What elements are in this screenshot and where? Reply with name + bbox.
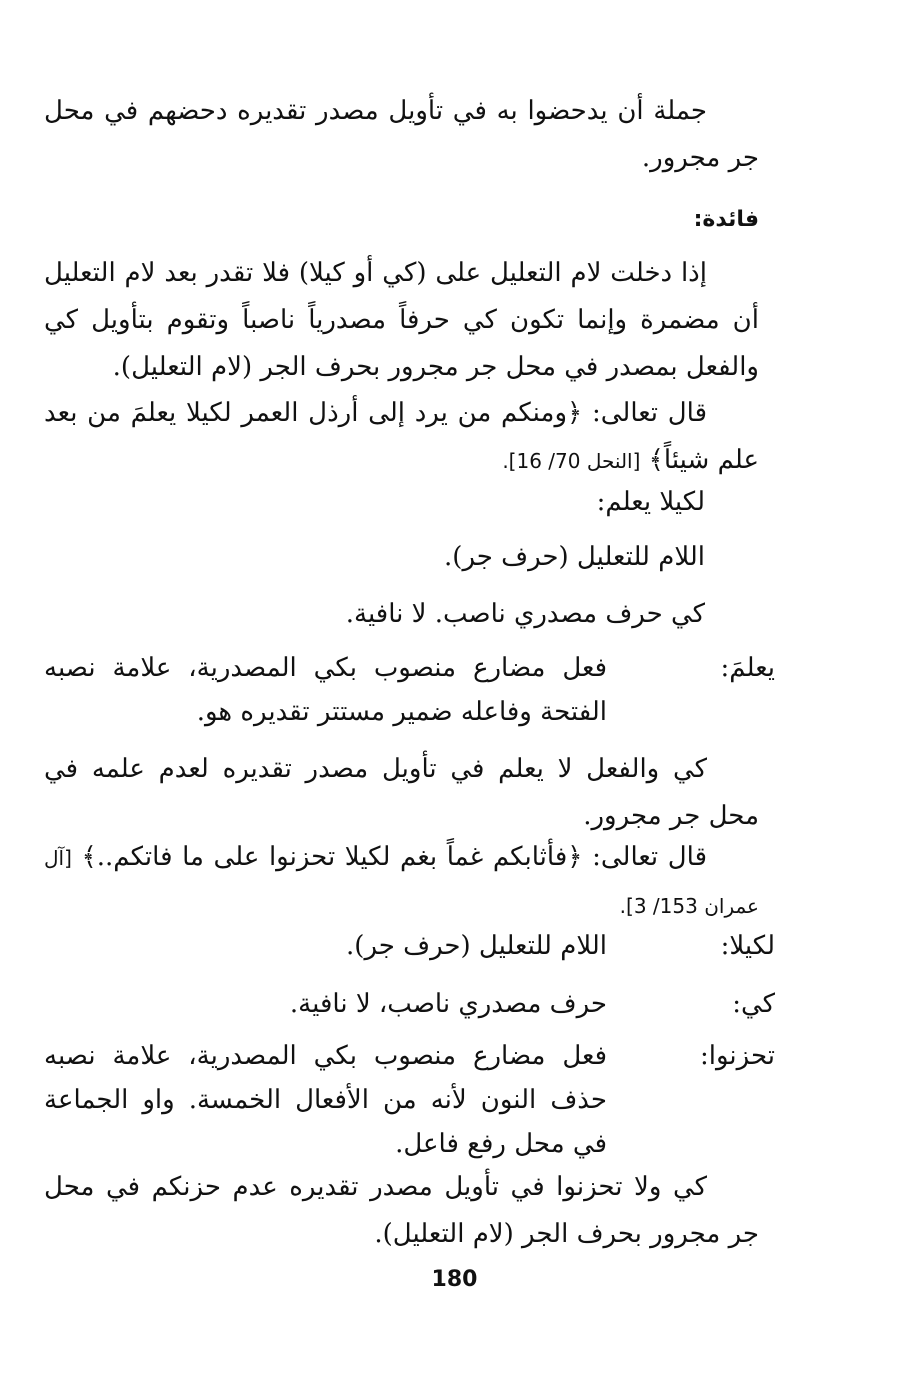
verse-reference-al-imran: [آل عمران 153/ 3].: [44, 846, 759, 918]
paragraph-kay-walfil-yalam: كي والفعل لا يعلم في تأويل مصدر تقديره لعدم علمه في محل جر مجرور.: [44, 754, 759, 831]
analysis-heading-likayla-yalam: لكيلا يعلم:: [596, 487, 705, 517]
paragraph-quran-verse-nahl: [44, 390, 759, 485]
paragraph-kay-wala-tahzanu: كي ولا تحزنوا في تأويل مصدر تقديره عدم حزنكم في محل جر مجرور بحرف الجر (لام التعليل).: [44, 1172, 759, 1249]
definition-term: تحزنوا:: [699, 1041, 775, 1071]
definition-text: اللام للتعليل (حرف جر).: [346, 931, 607, 961]
definition-text: فعل مضارع منصوب بكي المصدرية، علامة نصبه حذف النون لأنه من الأفعال الخمسة. واو الجماعة في محل رفع فاعل.: [44, 1041, 607, 1159]
section-heading-faida: فائدة:: [693, 207, 759, 232]
paragraph-quran-verse-al-imran: [44, 834, 759, 930]
paragraph-dahd-conclusion: جملة أن يدحضوا به في تأويل مصدر تقديره دحضهم في محل جر مجرور.: [44, 96, 759, 173]
page-number: 180: [431, 1267, 478, 1292]
definition-text: فعل مضارع منصوب بكي المصدرية، علامة نصبه الفتحة وفاعله ضمير مستتر تقديره هو.: [44, 653, 607, 727]
analysis-line-lam: اللام للتعليل (حرف جر).: [444, 542, 705, 572]
verse-text-al-imran: قال تعالى: ﴿فأثابكم غماً بغم لكيلا تحزنوا على ما فاتكم..﴾: [81, 842, 707, 872]
definition-text: حرف مصدري ناصب، لا نافية.: [289, 989, 607, 1019]
definition-term: يعلمَ:: [720, 653, 775, 683]
definition-term: لكيلا:: [720, 931, 775, 961]
analysis-line-kay: كي حرف مصدري ناصب. لا نافية.: [345, 599, 705, 629]
paragraph-lam-taalil-rule: إذا دخلت لام التعليل على (كي أو كيلا) فلا تقدر بعد لام التعليل أن مضمرة وإنما تكون كي حرفاً مصدرياً ناصباً وتقوم بتأويل كي والفعل بمصدر في محل جر مجرور بحرف الجر (لام التعليل).: [44, 258, 759, 382]
verse-reference-nahl: [النحل 70/ 16].: [502, 449, 641, 473]
verse-text-nahl: قال تعالى: ﴿ومنكم من يرد إلى أرذل العمر لكيلا يعلمَ من بعد علم شيئاً﴾: [44, 398, 759, 475]
definition-term: كي:: [732, 989, 775, 1019]
